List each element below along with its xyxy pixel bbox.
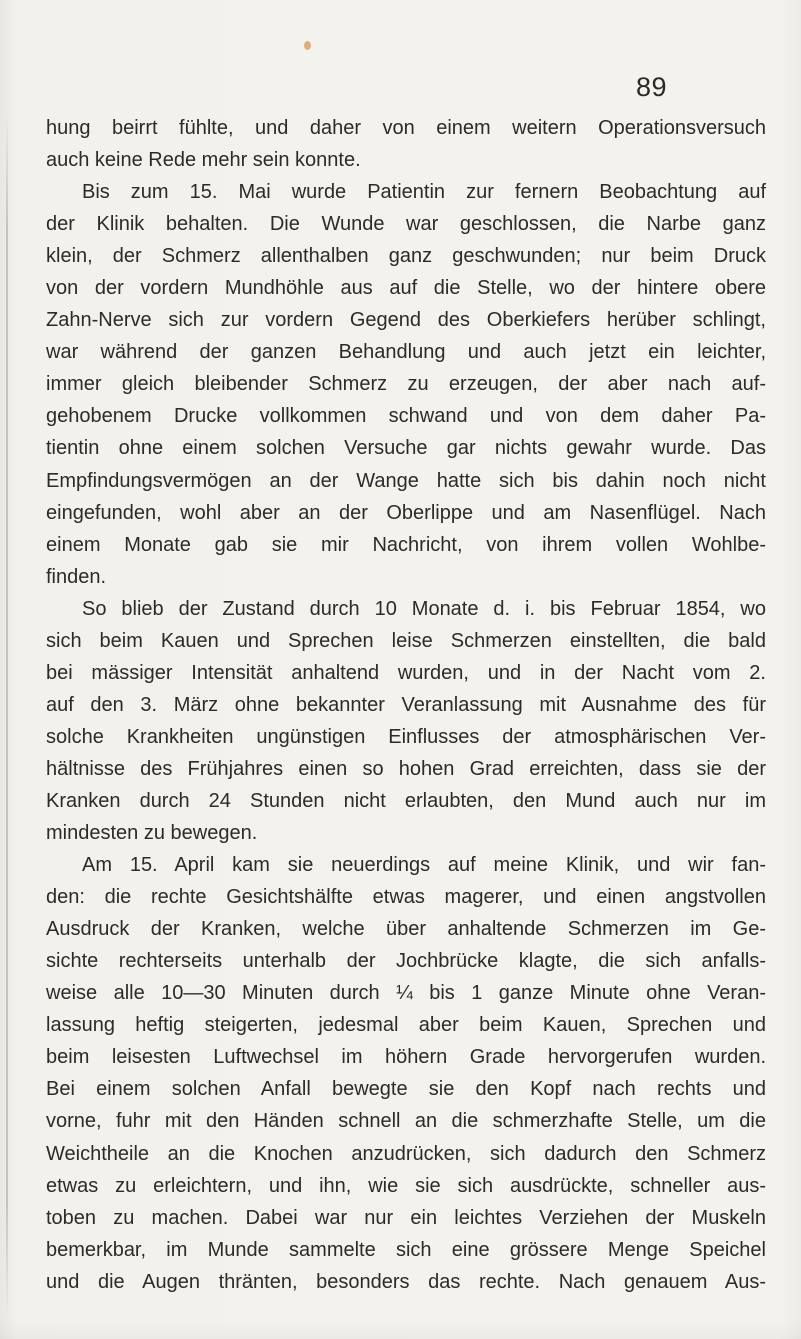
text-line: und die Augen thränten, besonders das rechte. Nach genauem Aus-	[46, 1270, 766, 1293]
text-line: vorne, fuhr mit den Händen schnell an die schmerzhafte Stelle, um die	[46, 1110, 766, 1133]
text-line: sich beim Kauen und Sprechen leise Schmerzen einstellten, die bald	[46, 629, 766, 652]
text-line: solche Krankheiten ungünstigen Einflusses der atmosphärischen Ver-	[46, 725, 766, 748]
text-line: mindesten zu bewegen.	[46, 822, 258, 845]
text-line: einem Monate gab sie mir Nachricht, von ihrem vollen Wohlbe-	[46, 533, 766, 556]
text-line: hung beirrt fühlte, und daher von einem weitern Operationsversuch	[46, 117, 766, 139]
paper-stain	[304, 41, 311, 50]
text-line: weise alle 10—30 Minuten durch ¼ bis 1 ganze Minute ohne Veran-	[46, 982, 766, 1005]
text-line: sichte rechterseits unterhalb der Jochbrücke klagte, die sich anfalls-	[46, 950, 766, 973]
text-line: Bis zum 15. Mai wurde Patientin zur fernern Beobachtung auf	[82, 181, 766, 204]
text-line: der Klinik behalten. Die Wunde war geschlossen, die Narbe ganz	[46, 213, 766, 236]
text-line: etwas zu erleichtern, und ihn, wie sie sich ausdrückte, schneller aus-	[46, 1174, 766, 1197]
text-line: den: die rechte Gesichtshälfte etwas magerer, und einen angstvollen	[46, 886, 766, 909]
text-line: So blieb der Zustand durch 10 Monate d. i. bis Februar 1854, wo	[82, 597, 766, 620]
text-line: Am 15. April kam sie neuerdings auf meine Klinik, und wir fan-	[82, 854, 766, 877]
text-line: finden.	[46, 565, 107, 588]
text-line: auf den 3. März ohne bekannter Veranlassung mit Ausnahme des für	[46, 693, 766, 716]
text-line: Weichtheile an die Knochen anzudrücken, sich dadurch den Schmerz	[46, 1142, 766, 1165]
page-number: 89	[636, 72, 668, 102]
text-line: Kranken durch 24 Stunden nicht erlaubten, den Mund auch nur im	[46, 789, 766, 812]
text-line: gehobenem Drucke vollkommen schwand und von dem daher Pa-	[46, 405, 766, 428]
text-line: klein, der Schmerz allenthalben ganz geschwunden; nur beim Druck	[46, 245, 766, 268]
text-line: bei mässiger Intensität anhaltend wurden, und in der Nacht vom 2.	[46, 661, 766, 684]
text-line: von der vordern Mundhöhle aus auf die Stelle, wo der hintere obere	[46, 277, 766, 300]
text-line: auch keine Rede mehr sein konnte.	[46, 149, 361, 172]
text-line: immer gleich bleibender Schmerz zu erzeugen, der aber nach auf-	[46, 373, 766, 396]
text-line: eingefunden, wohl aber an der Oberlippe und am Nasenflügel. Nach	[46, 501, 766, 524]
text-line: hältnisse des Frühjahres einen so hohen Grad erreichten, dass sie der	[46, 757, 766, 780]
text-line: bemerkbar, im Munde sammelte sich eine grössere Menge Speichel	[46, 1238, 766, 1261]
text-line: tientin ohne einem solchen Versuche gar nichts gewahr wurde. Das	[46, 437, 766, 460]
text-line: war während der ganzen Behandlung und auch jetzt ein leichter,	[46, 341, 766, 364]
text-line: Ausdruck der Kranken, welche über anhaltende Schmerzen im Ge-	[46, 918, 766, 941]
text-line: Bei einem solchen Anfall bewegte sie den Kopf nach rechts und	[46, 1078, 766, 1101]
text-line: Empfindungsvermögen an der Wange hatte sich bis dahin noch nicht	[46, 469, 766, 492]
text-line: lassung heftig steigerten, jedesmal aber beim Kauen, Sprechen und	[46, 1014, 766, 1037]
text-line: Zahn-Nerve sich zur vordern Gegend des Oberkiefers herüber schlingt,	[46, 309, 766, 332]
page-bottom-shade	[0, 1321, 801, 1339]
text-line: toben zu machen. Dabei war nur ein leichtes Verziehen der Muskeln	[46, 1206, 766, 1229]
text-line: beim leisesten Luftwechsel im höhern Grade hervorgerufen wurden.	[46, 1046, 766, 1069]
body-text	[46, 112, 766, 1298]
page-binding-edge	[6, 110, 8, 1320]
